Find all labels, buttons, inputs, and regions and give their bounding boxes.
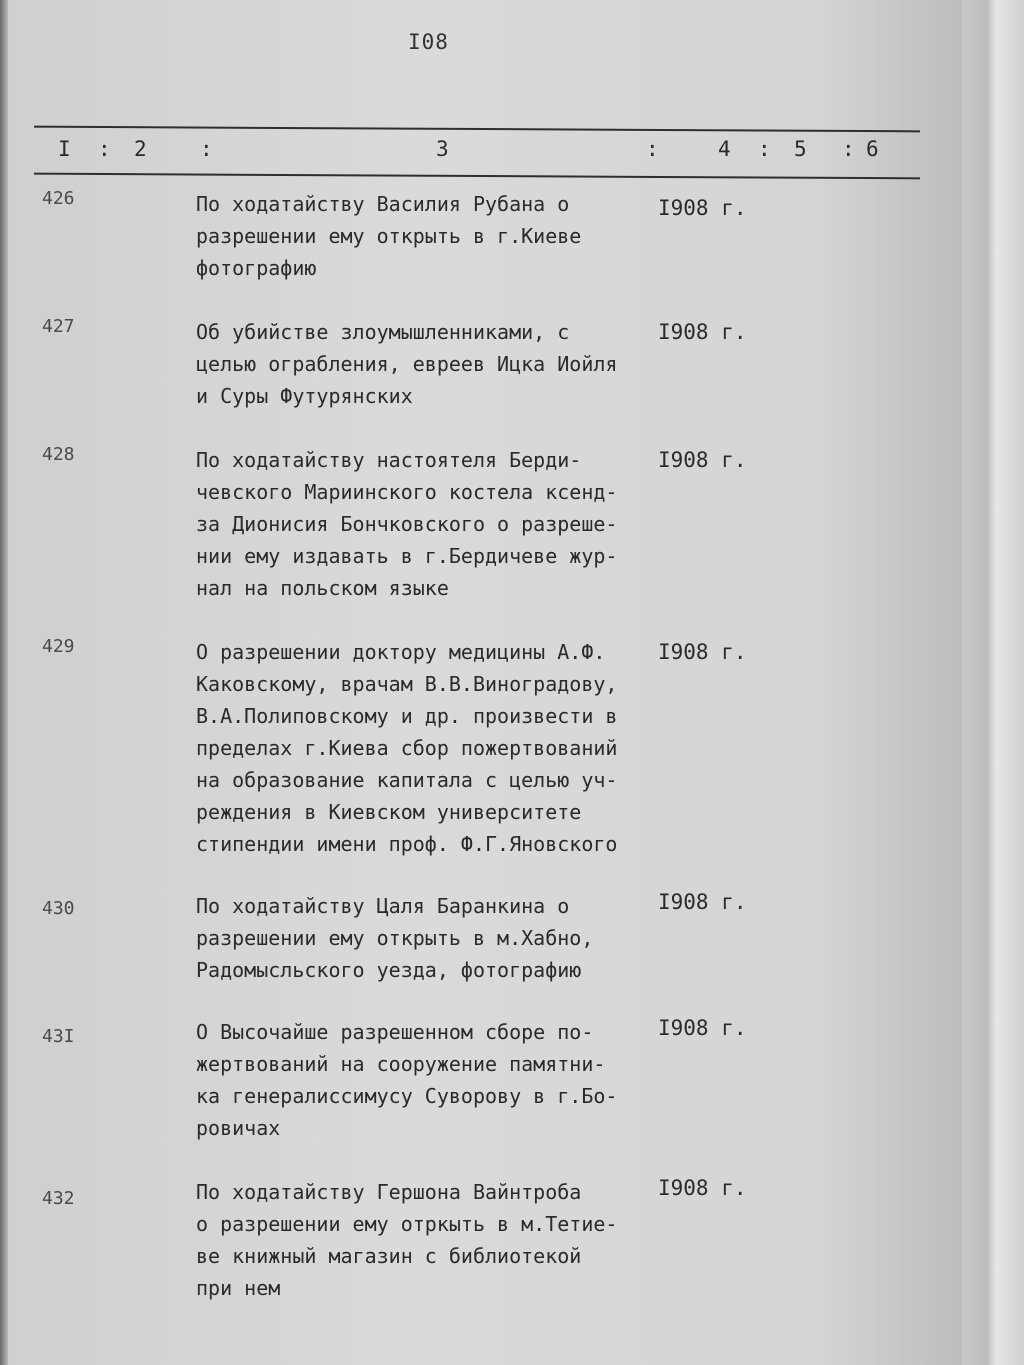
column-separator: : bbox=[98, 137, 111, 161]
entry-year: I908 г. bbox=[658, 890, 747, 914]
entry-description: О разрешении доктору медицины А.Ф. Каковскому, врачам В.В.Виноградову, В.А.Полиповскому и др. произвести в пределах г.Киева сбор пожертвований на образование капитала с целью уч- реждения в Киевском университете стипендии имени проф. Ф.Г.Яновского bbox=[196, 640, 618, 856]
column-header-1: I bbox=[58, 137, 71, 161]
column-header-5: 5 bbox=[794, 137, 807, 161]
entry-year: I908 г. bbox=[658, 1176, 747, 1200]
column-separator: : bbox=[646, 137, 659, 161]
entry-year: I908 г. bbox=[658, 196, 747, 220]
page-right-edge bbox=[962, 0, 1024, 1365]
entry-description: По ходатайству настоятеля Берди- чевского Мариинского костела ксенд- за Дионисия Бончковского о разреше- нии ему издавать в г.Бердичеве жур- нал на польском языке bbox=[196, 448, 618, 600]
entry-description: О Высочайше разрешенном сборе по- жертвований на сооружение памятни- ка генералиссимусу Суворову в г.Бо- ровичах bbox=[196, 1020, 618, 1140]
column-headers bbox=[34, 131, 920, 171]
entry-number: 428 bbox=[42, 444, 75, 465]
column-header-3: 3 bbox=[436, 137, 449, 161]
entry-year: I908 г. bbox=[658, 448, 747, 472]
entry-year: I908 г. bbox=[658, 320, 747, 344]
column-header-6: 6 bbox=[866, 137, 879, 161]
entry-description: Об убийстве злоумышленниками, с целью ограбления, евреев Ицка Иойля и Суры Футурянских bbox=[196, 320, 618, 408]
entry-description: По ходатайству Гершона Вайнтроба о разрешении ему отркыть в м.Тетие- ве книжный магазин с библиотекой при нем bbox=[196, 1180, 618, 1300]
entry-description: По ходатайству Василия Рубана о разрешении ему открыть в г.Киеве фотографию bbox=[196, 192, 582, 280]
entry-description: По ходатайству Цаля Баранкина о разрешении ему открыть в м.Хабно, Радомысльского уезда, фотографию bbox=[196, 894, 594, 982]
entry-year: I908 г. bbox=[658, 640, 747, 664]
entry-number: 426 bbox=[42, 188, 75, 209]
entry-number: 432 bbox=[42, 1188, 75, 1209]
header-bottom-rule bbox=[34, 173, 920, 180]
entry-year: I908 г. bbox=[658, 1016, 747, 1040]
entry-number: 429 bbox=[42, 636, 75, 657]
column-header-2: 2 bbox=[134, 137, 147, 161]
entry-number: 430 bbox=[42, 898, 75, 919]
entry-number: 43I bbox=[42, 1026, 75, 1047]
page-left-edge bbox=[0, 0, 8, 1365]
column-separator: : bbox=[842, 137, 855, 161]
column-separator: : bbox=[758, 137, 771, 161]
entry-number: 427 bbox=[42, 316, 75, 337]
page-number: I08 bbox=[408, 30, 449, 54]
column-separator: : bbox=[200, 137, 213, 161]
column-header-4: 4 bbox=[718, 137, 731, 161]
